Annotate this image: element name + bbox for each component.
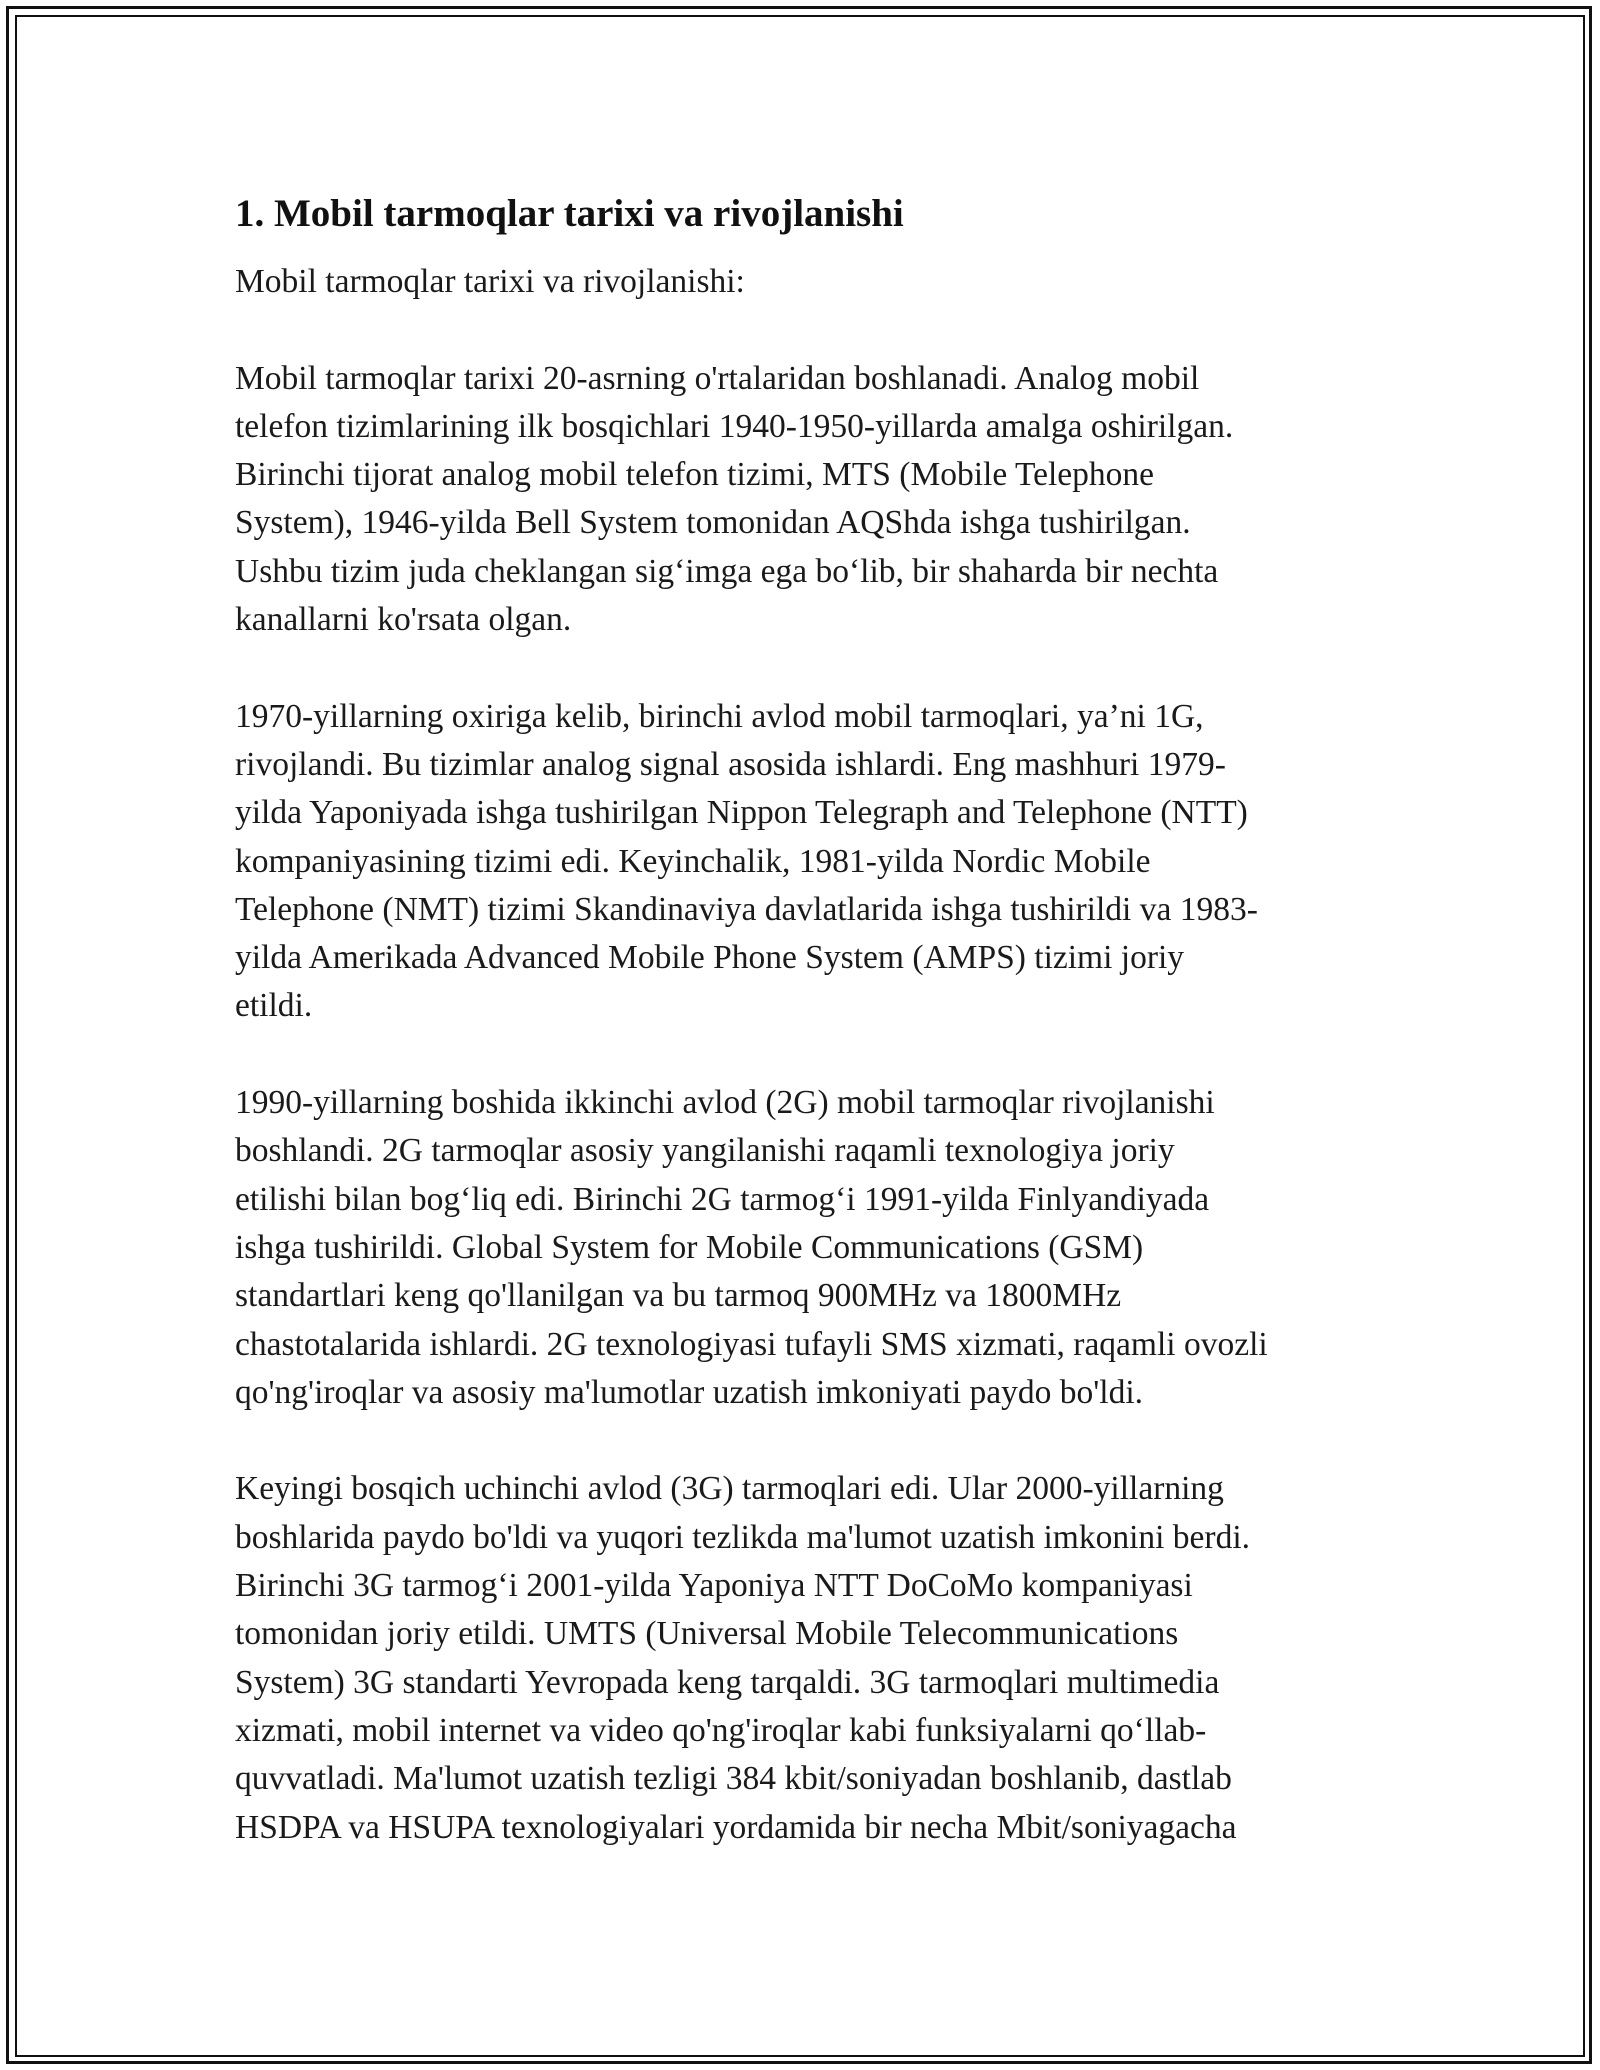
paragraph-line: tomonidan joriy etildi. UMTS (Universal Mobile Telecommunications	[235, 1615, 1179, 1653]
paragraph-line: ishga tushirildi. Global System for Mobile Communications (GSM)	[235, 1228, 1144, 1266]
paragraph-line: System) 3G standarti Yevropada keng tarqaldi. 3G tarmoqlari multimedia	[235, 1663, 1220, 1701]
paragraph-line: boshlarida paydo bo'ldi va yuqori tezlikda ma'lumot uzatish imkonini berdi.	[235, 1518, 1251, 1556]
paragraph-line: kanallarni ko'rsata olgan.	[235, 601, 572, 639]
paragraph-line: standartlari keng qo'llanilgan va bu tarmoq 900MHz va 1800MHz	[235, 1277, 1122, 1315]
paragraph-line: qo'ng'iroqlar va asosiy ma'lumotlar uzatish imkoniyati paydo bo'ldi.	[235, 1373, 1144, 1411]
paragraph-line: Keyingi bosqich uchinchi avlod (3G) tarmoqlari edi. Ular 2000-yillarning	[235, 1470, 1224, 1508]
paragraph-line: kompaniyasining tizimi edi. Keyinchalik, 1981-yilda Nordic Mobile	[235, 842, 1151, 880]
paragraph-line: etilishi bilan bog‘liq edi. Birinchi 2G tarmog‘i 1991-yilda Finlyandiyada	[235, 1180, 1210, 1218]
paragraph-line: 1970-yillarning oxiriga kelib, birinchi avlod mobil tarmoqlari, ya’ni 1G,	[235, 697, 1204, 735]
body-paragraph	[235, 693, 1375, 1031]
paragraph-line: Birinchi tijorat analog mobil telefon tizimi, MTS (Mobile Telephone	[235, 456, 1155, 494]
paragraph-line: telefon tizimlarining ilk bosqichlari 1940-1950-yillarda amalga oshirilgan.	[235, 407, 1234, 445]
paragraph-line: HSDPA va HSUPA texnologiyalari yordamida bir necha Mbit/soniyagacha	[235, 1808, 1237, 1846]
paragraph-line: boshlandi. 2G tarmoqlar asosiy yangilanishi raqamli texnologiya joriy	[235, 1132, 1175, 1170]
paragraph-line: Ushbu tizim juda cheklangan sig‘imga ega bo‘lib, bir shaharda bir nechta	[235, 552, 1219, 590]
paragraphs-container	[235, 355, 1375, 1852]
paragraph-line: rivojlandi. Bu tizimlar analog signal asosida ishlardi. Eng mashhuri 1979-	[235, 745, 1226, 783]
paragraph-line: xizmati, mobil internet va video qo'ng'iroqlar kabi funksiyalarni qo‘llab-	[235, 1711, 1207, 1749]
page-title: 1. Mobil tarmoqlar tarixi va rivojlanishi	[235, 192, 904, 235]
paragraph-line: chastotalarida ishlardi. 2G texnologiyasi tufayli SMS xizmati, raqamli ovozli	[235, 1325, 1268, 1363]
intro-text: Mobil tarmoqlar tarixi va rivojlanishi:	[235, 263, 745, 300]
paragraph-line: quvvatladi. Ma'lumot uzatish tezligi 384 kbit/soniyadan boshlanib, dastlab	[235, 1760, 1232, 1798]
paragraph-line: Birinchi 3G tarmog‘i 2001-yilda Yaponiya NTT DoCoMo kompaniyasi	[235, 1567, 1193, 1605]
paragraph-line: 1990-yillarning boshida ikkinchi avlod (2G) mobil tarmoqlar rivojlanishi	[235, 1084, 1215, 1122]
paragraph-line: etildi.	[235, 987, 313, 1025]
paragraph-line: Telephone (NMT) tizimi Skandinaviya davlatlarida ishga tushirildi va 1983-	[235, 890, 1258, 928]
body-paragraph	[235, 1079, 1375, 1417]
paragraph-line: Mobil tarmoqlar tarixi 20-asrning o'rtalaridan boshlanadi. Analog mobil	[235, 359, 1200, 397]
document-body	[235, 186, 1375, 1852]
body-paragraph	[235, 1465, 1375, 1851]
paragraph-line: yilda Yaponiyada ishga tushirilgan Nippon Telegraph and Telephone (NTT)	[235, 794, 1248, 832]
paragraph-line: System), 1946-yilda Bell System tomonidan AQShda ishga tushirilgan.	[235, 504, 1191, 542]
paragraph-line: yilda Amerikada Advanced Mobile Phone System (AMPS) tizimi joriy	[235, 939, 1185, 977]
body-paragraph	[235, 355, 1375, 645]
